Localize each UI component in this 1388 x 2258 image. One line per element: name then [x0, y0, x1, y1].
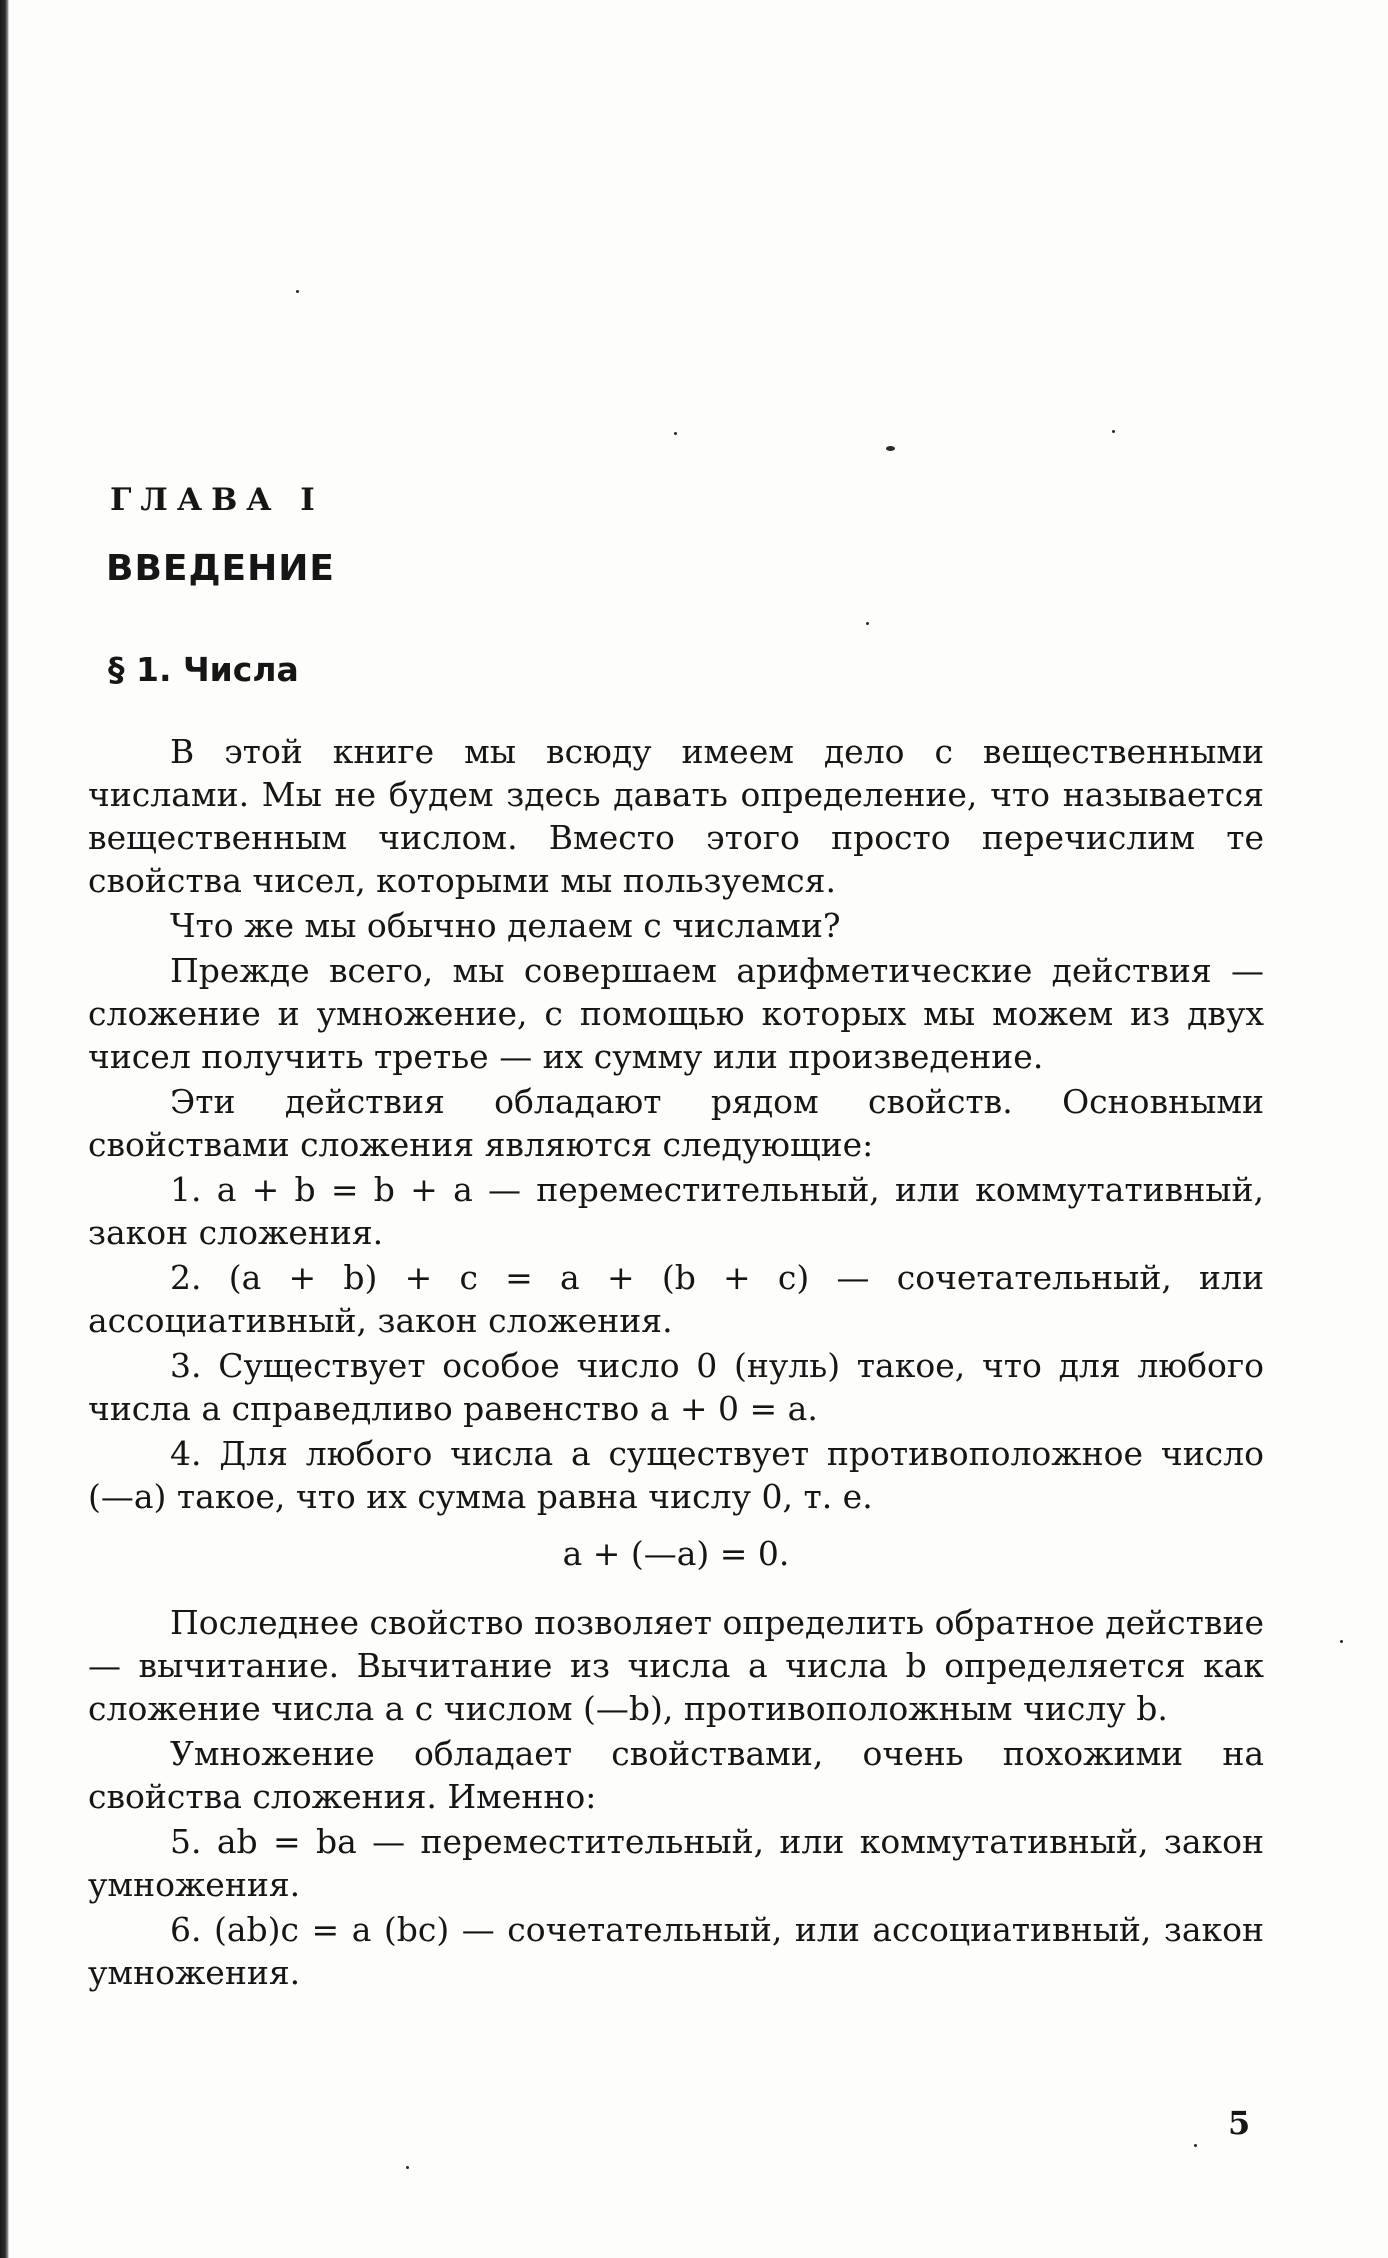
print-speck: [674, 432, 677, 435]
print-speck: [406, 2166, 409, 2169]
print-speck: [866, 622, 869, 625]
property-1: 1. a + b = b + a — переместительный, или коммутативный, закон сложения.: [88, 1170, 1264, 1252]
paragraph: Эти действия обладают рядом свойств. Основными свойствами сложения являются следующие:: [88, 1082, 1264, 1164]
print-speck: [1112, 430, 1115, 433]
print-speck: [1194, 2144, 1197, 2147]
page-body-text: [88, 730, 1264, 1994]
paragraph: В этой книге мы всюду имеем дело с вещественными числами. Мы не будем здесь давать определение, что называется вещественным числом. Вместо этого просто перечислим те свойства чисел, которыми мы пользуемся.: [88, 732, 1264, 900]
section-heading: § 1. Числа: [108, 650, 299, 689]
paragraph: Прежде всего, мы совершаем арифметические действия — сложение и умножение, с помощью которых мы можем из двух чисел получить третье — их сумму или произведение.: [88, 951, 1264, 1076]
property-2: 2. (a + b) + c = a + (b + c) — сочетательный, или ассоциативный, закон сложения.: [88, 1258, 1264, 1340]
property-4: 4. Для любого числа a существует противоположное число (—a) такое, что их сумма равна числу 0, т. е.: [88, 1434, 1264, 1516]
property-6: 6. (ab)c = a (bc) — сочетательный, или ассоциативный, закон умножения.: [88, 1910, 1264, 1992]
property-3: 3. Существует особое число 0 (нуль) такое, что для любого числа a справедливо равенство a + 0 = a.: [88, 1346, 1264, 1428]
paragraph: Что же мы обычно делаем с числами?: [170, 906, 841, 945]
chapter-label: ГЛАВА I: [110, 482, 324, 518]
print-speck: [1340, 1640, 1343, 1643]
paragraph: Умножение обладает свойствами, очень похожими на свойства сложения. Именно:: [88, 1734, 1264, 1816]
display-formula: a + (—a) = 0.: [562, 1534, 790, 1573]
print-speck: [296, 290, 299, 293]
page-number: 5: [1228, 2104, 1251, 2142]
chapter-title: ВВЕДЕНИЕ: [106, 548, 335, 589]
paragraph: Последнее свойство позволяет определить обратное действие — вычитание. Вычитание из числа a числа b определяется как сложение числа a с числом (—b), противоположным числу b.: [88, 1603, 1264, 1728]
property-5: 5. ab = ba — переместительный, или коммутативный, закон умножения.: [88, 1822, 1264, 1904]
print-speck: [886, 446, 895, 451]
